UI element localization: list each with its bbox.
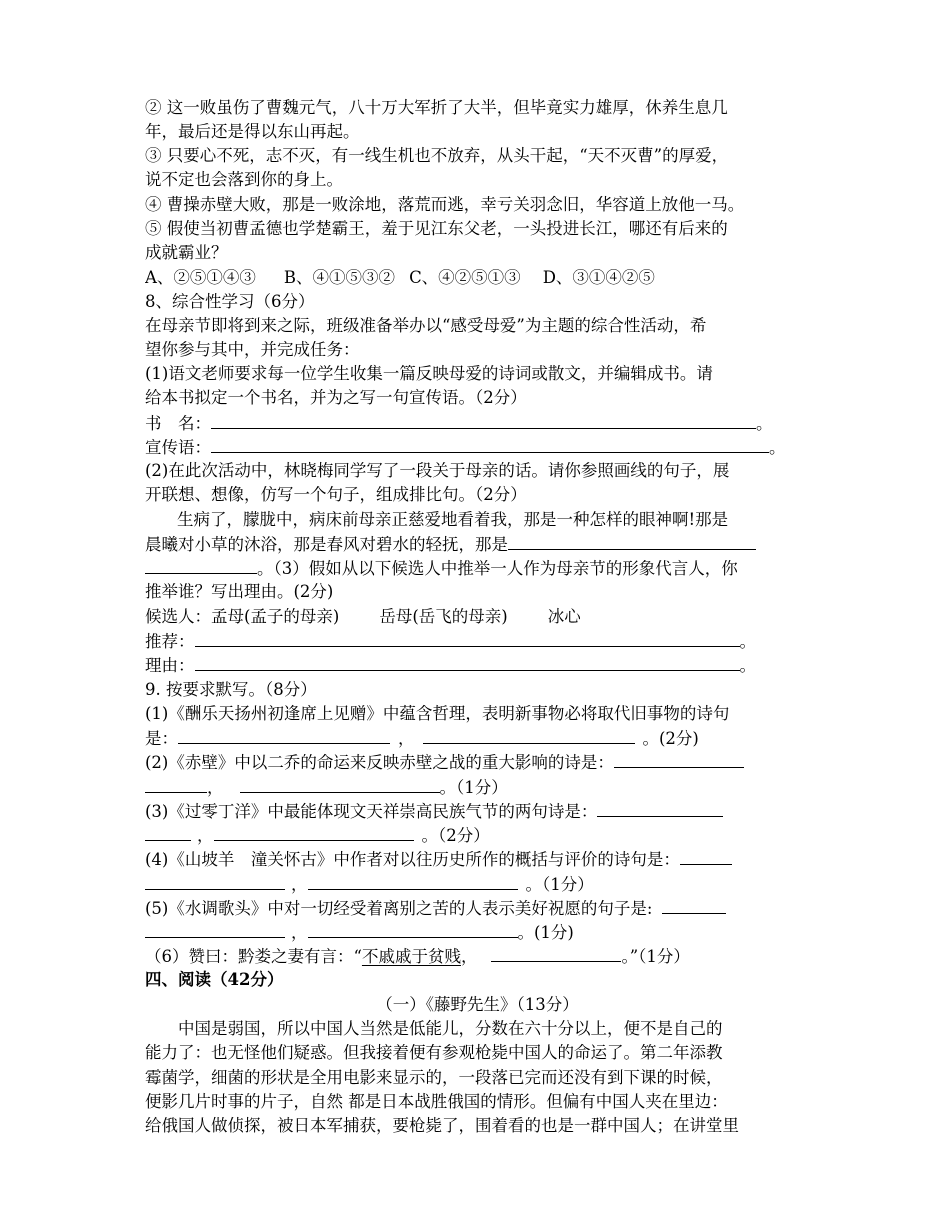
reading1-line-1: 中国是弱国，所以中国人当然是低能儿，分数在六十分以上，便不是自己的 <box>178 1019 723 1038</box>
q7-option-d[interactable]: D、③①④②⑤ <box>542 268 655 287</box>
q8-book-name-row: 书 名： 。 <box>145 411 810 435</box>
q9-item2-b: ， 。（1分） <box>145 775 810 799</box>
q9-item3-a: (3)《过零丁洋》中最能体现文天祥崇高民族气节的两句诗是： <box>145 799 810 823</box>
q9-item5-b: ， 。(1分) <box>145 920 810 944</box>
given-line: 不戚戚于贫贱 <box>361 947 461 966</box>
q8-reason-row: 理由： 。 <box>145 653 810 677</box>
q9-item4-a: (4)《山坡羊 潼关怀古》中作者对以往历史所作的概括与评价的诗句是： <box>145 847 810 871</box>
poem3-blank-1[interactable] <box>597 799 723 817</box>
book-name-label: 书 名： <box>145 414 211 433</box>
poem1-blank-1[interactable] <box>178 726 390 744</box>
poem5-blank-1[interactable] <box>662 896 726 914</box>
q8-paragraph-c: 。（3）假如从以下候选人中推举一人作为母亲节的形象代言人，你 <box>145 556 810 580</box>
q8-intro-a: 在母亲节即将到来之际，班级准备举办以“感受母爱”为主题的综合性活动，希 <box>145 316 707 335</box>
reason-label: 理由： <box>145 656 195 675</box>
q7-sentence-2a: ② 这一败虽伤了曹魏元气，八十万大军折了大半，但毕竟实力雄厚，休养生息几 <box>145 98 728 117</box>
candidate-bingxin: 冰心 <box>547 607 581 626</box>
q9-item4-b: ， 。（1分） <box>145 872 810 896</box>
reading1-line-4: 便影几片时事的片子，自然 都是日本战胜俄国的情形。但偏有中国人夹在里边： <box>145 1092 728 1111</box>
poem2-blank-1-cont[interactable] <box>145 775 207 793</box>
q8-paragraph-d: 推举谁？写出理由。(2分) <box>145 582 334 601</box>
poem5-blank-1-cont[interactable] <box>145 920 285 938</box>
q9-item5-a: (5)《水调歌头》中对一切经受着离别之苦的人表示美好祝愿的句子是: <box>145 896 810 920</box>
q7-answer-options <box>145 266 810 290</box>
q9-item1-b: 是： ， 。(2分) <box>145 726 810 750</box>
q8-paragraph-b: 晨曦对小草的沐浴，那是春风对碧水的轻抚，那是 <box>145 532 810 556</box>
recommend-label: 推荐： <box>145 632 195 651</box>
q8-paragraph-a: 生病了，朦胧中，病床前母亲正慈爱地看着我，那是一种怎样的眼神啊!那是 <box>177 510 729 529</box>
poem5-blank-2[interactable] <box>308 920 518 938</box>
q9-item2-a: (2)《赤壁》中以二乔的命运来反映赤壁之战的重大影响的诗是： <box>145 750 810 774</box>
q9-item3-b: ， 。（2分） <box>145 823 810 847</box>
slogan-label: 宣传语： <box>145 438 211 457</box>
poem4-blank-1[interactable] <box>680 847 732 865</box>
q8-intro-b: 望你参与其中，并完成任务： <box>145 340 360 359</box>
poem2-blank-1[interactable] <box>614 750 744 768</box>
poem4-blank-2[interactable] <box>308 872 518 890</box>
poem3-blank-1-cont[interactable] <box>145 823 191 841</box>
q8-part1-a: (1)语文老师要求每一位学生收集一篇反映母爱的诗词或散文，并编辑成书。请 <box>145 364 713 383</box>
book-name-blank[interactable] <box>211 411 756 429</box>
q7-sentence-3a: ③ 只要心不死，志不灭，有一线生机也不放弃，从头干起，“天不灭曹”的厚爱， <box>145 146 729 165</box>
reading1-line-3: 霉菌学，细菌的形状是全用电影来显示的，一段落已完而还没有到下课的时候， <box>145 1068 723 1087</box>
q7-option-a[interactable]: A、②⑤①④③ <box>145 268 256 287</box>
poem2-blank-2[interactable] <box>240 775 440 793</box>
q7-sentence-5a: ⑤ 假使当初曹孟德也学楚霸王，羞于见江东父老，一头投进长江，哪还有后来的 <box>145 219 728 238</box>
q8-part2-b: 开联想、想像，仿写一个句子，组成排比句。（2分） <box>145 485 527 504</box>
q7-option-b[interactable]: B、④①⑤③② <box>283 268 396 287</box>
q8-title: 8、综合性学习（6分） <box>145 292 315 311</box>
candidate-mengmu: 候选人：孟母(孟子的母亲) <box>145 607 340 626</box>
imitation-sentence-blank[interactable] <box>508 532 756 550</box>
poem6-blank[interactable] <box>491 944 621 962</box>
reading1-line-5: 给俄国人做侦探，被日本军捕获，要枪毙了，围着看的也是一群中国人；在讲堂里 <box>145 1116 739 1135</box>
reading1-title: （一）《藤野先生》（13分） <box>376 995 579 1014</box>
q7-sentence-4: ④ 曹操赤壁大败，那是一败涂地，落荒而逃，幸亏关羽念旧，华容道上放他一马。 <box>145 195 745 214</box>
q8-recommend-row: 推荐： 。 <box>145 629 810 653</box>
reason-blank[interactable] <box>195 653 740 671</box>
q7-option-c[interactable]: C、④②⑤①③ <box>409 268 521 287</box>
q9-item1-a: (1)《酬乐天扬州初逢席上见赠》中蕴含哲理，表明新事物必将取代旧事物的诗句 <box>145 704 730 723</box>
section4-title: 四、阅读（42分） <box>145 970 284 989</box>
poem1-blank-2[interactable] <box>423 726 635 744</box>
q8-candidates <box>145 605 810 629</box>
imitation-sentence-blank-cont[interactable] <box>145 556 257 574</box>
poem4-blank-1-cont[interactable] <box>145 872 285 890</box>
q7-sentence-5b: 成就霸业？ <box>145 243 228 262</box>
q7-sentence-2b: 年，最后还是得以东山再起。 <box>145 122 360 141</box>
q8-part2-a: (2)在此次活动中，林晓梅同学写了一段关于母亲的话。请你参照画线的句子，展 <box>145 461 730 480</box>
q8-slogan-row: 宣传语： 。 <box>145 435 810 459</box>
q9-title: 9. 按要求默写。（8分） <box>145 680 317 699</box>
slogan-blank[interactable] <box>211 435 769 453</box>
poem3-blank-2[interactable] <box>214 823 414 841</box>
candidate-yuemu: 岳母(岳飞的母亲) <box>379 607 508 626</box>
reading1-line-2: 能力了：也无怪他们疑惑。但我接着便有参观枪毙中国人的命运了。第二年添教 <box>145 1043 723 1062</box>
q9-item6: （6）赞曰：黔娄之妻有言：“不戚戚于贫贱， 。”（1分） <box>145 944 810 968</box>
q8-part1-b: 给本书拟定一个书名，并为之写一句宣传语。（2分） <box>145 388 527 407</box>
q7-sentence-3b: 说不定也会落到你的身上。 <box>145 170 343 189</box>
recommend-blank[interactable] <box>195 629 740 647</box>
